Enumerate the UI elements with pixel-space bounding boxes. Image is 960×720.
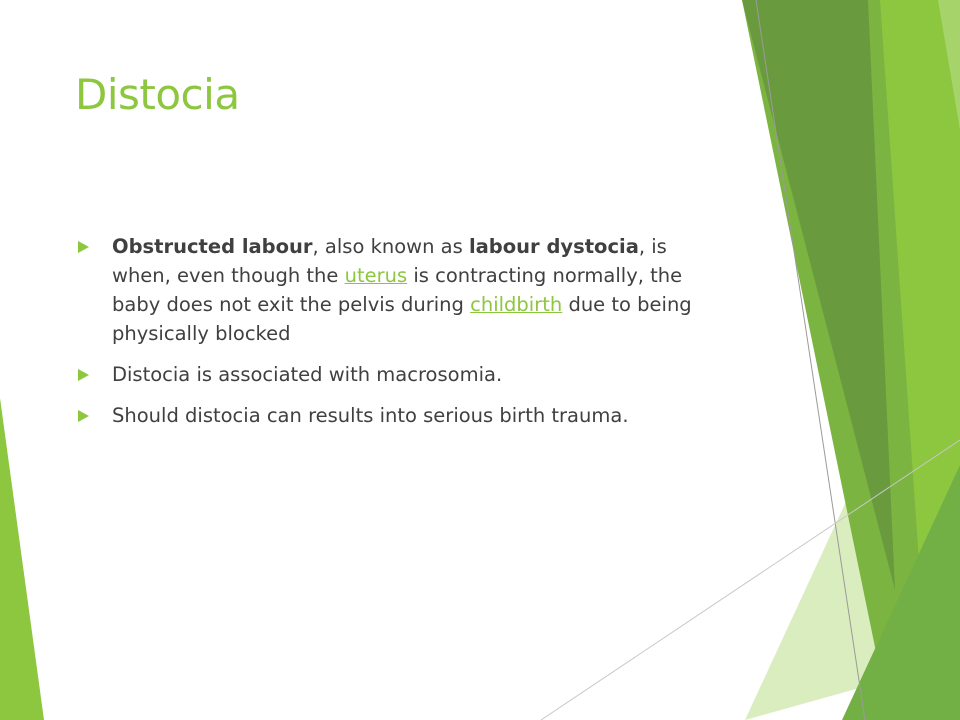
bullet-text: due to being physically blocked (112, 293, 692, 345)
triangle-bullet-icon (78, 410, 89, 422)
triangle-bullet-icon (78, 369, 89, 381)
triangle-bullet-icon (78, 241, 89, 253)
bullet-text: Should distocia can results into serious birth trauma. (112, 404, 629, 427)
bold-term: labour dystocia (468, 235, 639, 258)
slide-title: Distocia (75, 70, 240, 119)
uterus-link[interactable]: uterus (344, 264, 408, 287)
left-edge-sliver (0, 398, 44, 720)
bullet-item (75, 232, 715, 348)
bullet-text: is contracting normally, the baby does not exit the pelvis during (112, 264, 683, 316)
bullet-list (75, 232, 715, 442)
bullet-text: , also known as (312, 235, 469, 258)
bullet-text: Distocia is associated with macrosomia. (112, 363, 503, 386)
bullet-item (75, 401, 715, 430)
bullet-text: , is when, even though the (112, 235, 667, 287)
bold-term: Obstructed labour (112, 235, 313, 258)
childbirth-link[interactable]: childbirth (470, 293, 563, 316)
bullet-item (75, 360, 715, 389)
